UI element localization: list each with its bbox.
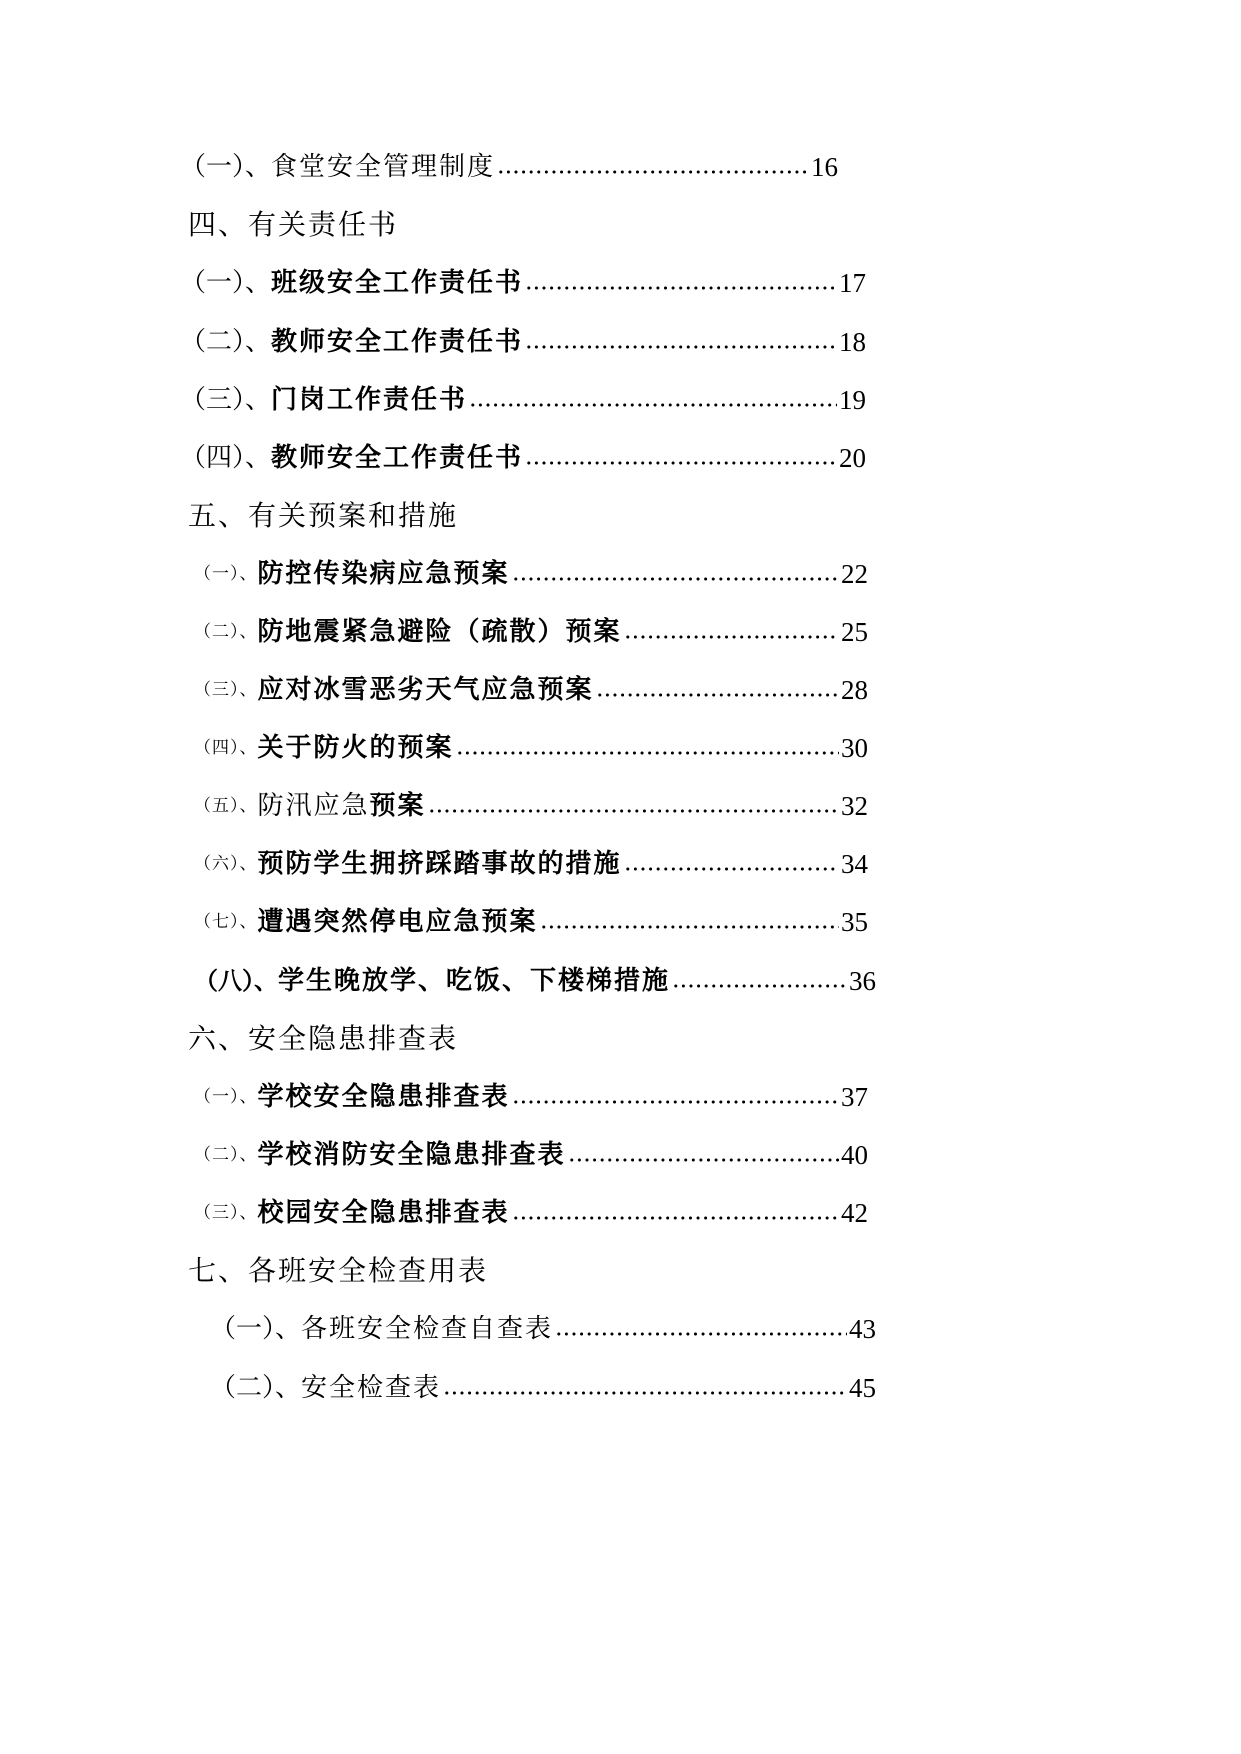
toc-section-title: 五、有关预案和措施 xyxy=(188,499,459,532)
toc-entry xyxy=(194,957,876,1001)
toc-entry-title: 教师安全工作责任书 xyxy=(271,443,524,473)
toc-entry-page: 32 xyxy=(841,791,868,821)
toc-entry-title: 各班安全检查自查表 xyxy=(301,1314,554,1344)
toc-entry-title: 预防学生拥挤踩踏事故的措施 xyxy=(257,849,622,879)
toc-entry-number: （二）、 xyxy=(194,1145,258,1165)
toc-entry-page: 17 xyxy=(839,268,866,298)
toc-entry-page: 30 xyxy=(841,733,868,763)
toc-entry-title: 食堂安全管理制度 xyxy=(271,152,496,182)
toc-entry xyxy=(180,376,866,420)
toc-section-title: 六、安全隐患排查表 xyxy=(188,1022,459,1055)
toc-entry-number: （三）、 xyxy=(194,1203,258,1223)
toc-entry xyxy=(180,259,866,303)
toc-entry-number: （一）、 xyxy=(194,1087,258,1107)
dot-leader xyxy=(596,692,839,698)
toc-entry-number: （一）、 xyxy=(180,152,272,182)
toc-entry-page: 43 xyxy=(849,1314,876,1344)
toc-entry-page: 25 xyxy=(841,617,868,647)
toc-entry-title: 关于防火的预案 xyxy=(257,733,454,763)
toc-entry xyxy=(180,143,838,187)
toc-entry-page: 36 xyxy=(849,966,876,996)
dot-leader xyxy=(497,169,809,175)
dot-leader xyxy=(443,1390,847,1396)
toc-entry-number: （五）、 xyxy=(194,796,258,816)
dot-leader xyxy=(540,924,839,930)
toc-section-title: 七、各班安全检查用表 xyxy=(188,1254,489,1287)
dot-leader xyxy=(469,402,837,408)
dot-leader xyxy=(624,866,839,872)
dot-leader xyxy=(512,576,839,582)
toc-entry xyxy=(194,1189,868,1233)
toc-entry xyxy=(180,318,866,362)
toc-section-heading xyxy=(188,492,688,536)
toc-section-title: 四、有关责任书 xyxy=(188,208,399,241)
toc-entry-number: （六）、 xyxy=(194,854,258,874)
dot-leader xyxy=(525,344,837,350)
dot-leader xyxy=(672,983,847,989)
toc-section-heading xyxy=(188,1247,688,1291)
toc-entry-title-plain: 防汛应急 xyxy=(257,791,370,821)
dot-leader xyxy=(555,1331,847,1337)
toc-entry-title: 校园安全隐患排查表 xyxy=(257,1198,510,1228)
toc-entry xyxy=(210,1364,876,1408)
toc-entry-page: 45 xyxy=(849,1373,876,1403)
toc-entry-title: 学生晚放学、吃饭、下楼梯措施 xyxy=(278,966,671,996)
toc-entry-page: 20 xyxy=(839,443,866,473)
toc-entry xyxy=(194,782,868,826)
toc-entry xyxy=(194,724,868,768)
toc-entry xyxy=(194,898,868,942)
toc-entry-number: （一）、 xyxy=(194,564,258,584)
dot-leader xyxy=(525,460,837,466)
toc-entry-title: 安全检查表 xyxy=(301,1373,442,1403)
toc-entry-page: 16 xyxy=(811,152,838,182)
toc-entry-number: （三）、 xyxy=(194,680,258,700)
toc-entry-number: （一）、 xyxy=(210,1314,302,1344)
toc-entry-number: （四）、 xyxy=(180,443,272,473)
dot-leader xyxy=(428,808,839,814)
toc-entry-page: 34 xyxy=(841,849,868,879)
toc-entry-number: （二）、 xyxy=(180,327,272,357)
toc-entry-title: 预案 xyxy=(369,791,426,821)
toc-entry-page: 37 xyxy=(841,1082,868,1112)
toc-entry xyxy=(194,550,868,594)
toc-entry-page: 18 xyxy=(839,327,866,357)
dot-leader xyxy=(512,1099,839,1105)
toc-entry-title: 应对冰雪恶劣天气应急预案 xyxy=(257,675,594,705)
toc-entry xyxy=(194,1131,868,1175)
toc-entry-page: 40 xyxy=(841,1140,868,1170)
toc-entry-title: 学校消防安全隐患排查表 xyxy=(257,1140,566,1170)
toc-section-heading xyxy=(188,201,688,245)
toc-entry-number: （二）、 xyxy=(210,1373,302,1403)
toc-entry-title: 防地震紧急避险（疏散）预案 xyxy=(257,617,622,647)
toc-entry-number: （一）、 xyxy=(180,268,272,298)
dot-leader xyxy=(512,1215,839,1221)
toc-entry-title: 学校安全隐患排查表 xyxy=(257,1082,510,1112)
toc-entry-page: 28 xyxy=(841,675,868,705)
toc-entry-title: 教师安全工作责任书 xyxy=(271,327,524,357)
toc-entry-page: 22 xyxy=(841,559,868,589)
toc-entry-page: 42 xyxy=(841,1198,868,1228)
dot-leader xyxy=(568,1157,839,1163)
toc-entry-number: （三）、 xyxy=(180,385,272,415)
toc-entry-title: 班级安全工作责任书 xyxy=(271,268,524,298)
toc-entry-number: （七）、 xyxy=(194,912,258,932)
toc-entry-title: 遭遇突然停电应急预案 xyxy=(257,907,538,937)
toc-entry-page: 35 xyxy=(841,907,868,937)
dot-leader xyxy=(624,634,839,640)
toc-entry xyxy=(194,1073,868,1117)
toc-entry xyxy=(194,608,868,652)
toc-entry-title: 门岗工作责任书 xyxy=(271,385,468,415)
dot-leader xyxy=(456,750,839,756)
toc-entry-number: （八）、 xyxy=(194,966,278,995)
toc-entry-number: （二）、 xyxy=(194,622,258,642)
toc-entry xyxy=(180,434,866,478)
toc-entry-title: 防控传染病应急预案 xyxy=(257,559,510,589)
toc-entry-page: 19 xyxy=(839,385,866,415)
toc-entry-number: （四）、 xyxy=(194,738,258,758)
toc-section-heading xyxy=(188,1015,688,1059)
toc-entry xyxy=(210,1305,876,1349)
dot-leader xyxy=(525,285,837,291)
toc-entry xyxy=(194,840,868,884)
toc-entry xyxy=(194,666,868,710)
